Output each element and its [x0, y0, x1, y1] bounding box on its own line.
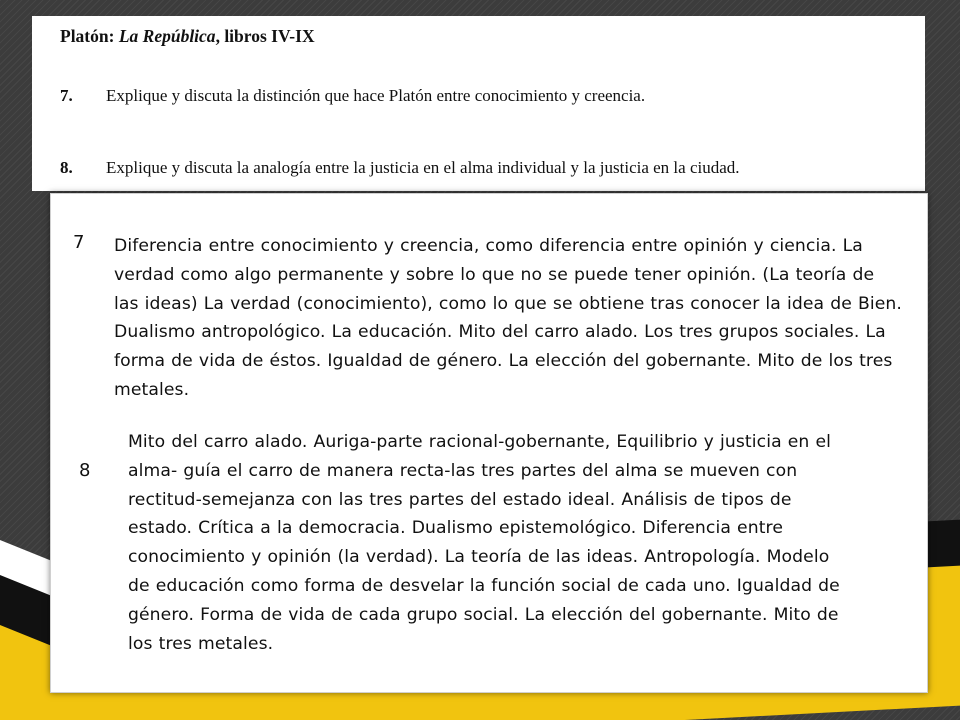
- answer-number: 7: [73, 232, 85, 253]
- answer-text: Diferencia entre conocimiento y creencia, como diferencia entre opinión y ciencia. La verdad como algo permanente y sobre lo que no se puede tener opinión. (La teoría de las ideas) La verdad (conocimiento), como lo que se obtiene tras conocer la idea de Bien. Dualismo antropológico. La educación. Mito del carro alado. Los tres grupos sociales. La forma de vida de éstos. Igualdad de género. La elección del gobernante. Mito de los tres metales.: [114, 236, 902, 400]
- title-rest: , libros IV-IX: [215, 26, 315, 46]
- title-author: Platón:: [60, 26, 115, 46]
- title-work: La República: [118, 26, 216, 46]
- question-number: 8.: [60, 158, 73, 177]
- answer-card: [50, 193, 928, 693]
- answer-text: Mito del carro alado. Auriga-parte racional-gobernante, Equilibrio y justicia en el alma- guía el carro de manera recta-las tres partes del alma se mueven con rectitud-semejanza con las tres partes del estado ideal. Análisis de tipos de estado. Crítica a la democracia. Dualismo epistemológico. Diferencia entre conocimiento y opinión (la verdad). La teoría de las ideas. Antropología. Modelo de educación como forma de desvelar la función social de cada uno. Igualdad de género. Forma de vida de cada grupo social. La elección del gobernante. Mito de los tres metales.: [128, 432, 840, 654]
- answer-number: 8: [79, 460, 91, 481]
- question-number: 7.: [60, 86, 73, 105]
- sheet-title: [60, 26, 315, 47]
- question-sheet: [32, 16, 925, 191]
- question-text: Explique y discuta la analogía entre la justicia en el alma individual y la justicia en la ciudad.: [106, 158, 740, 177]
- question-text: Explique y discuta la distinción que hace Platón entre conocimiento y creencia.: [106, 86, 646, 105]
